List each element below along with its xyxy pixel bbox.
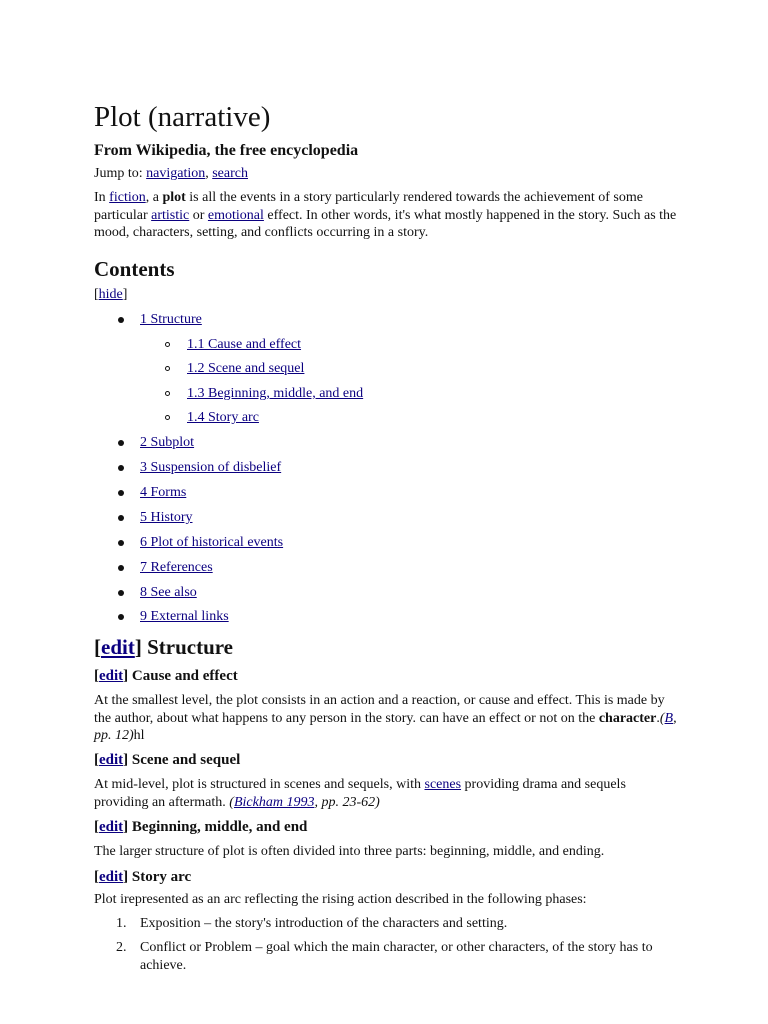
jump-separator: ,: [205, 166, 213, 181]
jump-to-label: Jump to:: [94, 166, 147, 181]
circle-bullet-icon: [165, 342, 170, 347]
toc-item-story-arc[interactable]: 1.4 Story arc: [187, 410, 259, 425]
section-heading-structure: [94, 634, 233, 660]
bullet-icon: [118, 565, 124, 571]
bracket: ]: [122, 287, 128, 302]
section-heading-beginning: [94, 817, 307, 837]
bracket: ]: [123, 869, 129, 885]
plot-bold: plot: [162, 190, 186, 205]
bracket: ]: [123, 752, 129, 768]
bracket: [: [94, 635, 101, 659]
intro-text: , a: [145, 190, 163, 205]
page-subtitle: From Wikipedia, the free encyclopedia: [94, 142, 359, 159]
toc-item-suspension[interactable]: 3 Suspension of disbelief: [140, 460, 282, 475]
list-number: 2.: [116, 940, 127, 955]
cause-effect-paragraph: [94, 692, 679, 745]
toc-item-history[interactable]: 5 History: [140, 510, 193, 525]
section-heading-story-arc: [94, 867, 191, 887]
citation-link[interactable]: B: [664, 710, 674, 726]
edit-link[interactable]: edit: [99, 752, 124, 768]
toc-item-subplot[interactable]: 2 Subplot: [140, 435, 195, 450]
bullet-icon: [118, 440, 124, 446]
bullet-icon: [118, 540, 124, 546]
intro-text: or: [189, 207, 208, 223]
edit-link[interactable]: edit: [99, 869, 124, 885]
list-item: Exposition – the story's introduction of the characters and setting.: [140, 916, 508, 931]
fiction-link[interactable]: fiction: [109, 190, 146, 205]
citation: [229, 795, 379, 810]
paragraph-text: hl: [133, 728, 145, 743]
circle-bullet-icon: [165, 415, 170, 420]
edit-link[interactable]: edit: [99, 668, 124, 684]
heading-text: Scene and sequel: [131, 752, 241, 768]
artistic-link[interactable]: artistic: [151, 207, 190, 223]
circle-bullet-icon: [165, 366, 170, 371]
section-heading-scene-sequel: [94, 750, 240, 770]
toc-item-beginning[interactable]: 1.3 Beginning, middle, and end: [187, 386, 364, 401]
bracket: ]: [123, 819, 129, 835]
bullet-icon: [118, 515, 124, 521]
bullet-icon: [118, 614, 124, 620]
intro-paragraph: [94, 189, 679, 242]
paragraph-text: At the smallest level, the plot consists in an action and a reaction, or cause and effect. This is made by the author, about what happens to any person in the story. can have an effect or not on the: [94, 693, 665, 726]
list-item: Conflict or Problem – goal which the main character, or other characters, of the story has to achieve.: [140, 940, 653, 973]
bracket: [: [94, 668, 99, 684]
heading-text: Structure: [147, 635, 234, 659]
intro-text: In: [94, 190, 110, 205]
heading-text: Cause and effect: [131, 668, 238, 684]
paragraph-text: At mid-level, plot is structured in scenes and sequels, with: [94, 777, 425, 792]
toc-item-structure[interactable]: 1 Structure: [140, 312, 202, 327]
story-arc-paragraph: Plot irepresented as an arc reflecting the rising action described in the following phases:: [94, 892, 587, 907]
citation-link[interactable]: Bickham 1993: [233, 794, 315, 810]
toc-hide-toggle: [94, 286, 127, 304]
bracket: ]: [134, 635, 142, 659]
paragraph-text: .: [656, 710, 660, 726]
intro-text: is all the events in a story particularly rendered towards the achievement of some particular: [94, 190, 643, 223]
scenes-link[interactable]: scenes: [424, 777, 462, 792]
scene-sequel-paragraph: [94, 776, 679, 811]
cite-text: (: [659, 710, 665, 726]
bracket: ]: [123, 668, 129, 684]
section-heading-cause-effect: [94, 666, 238, 686]
cite-text: (: [229, 794, 234, 810]
cite-text: , pp. 23-62): [314, 794, 380, 810]
toc-item-forms[interactable]: 4 Forms: [140, 485, 187, 500]
page-title: Plot (narrative): [94, 101, 271, 133]
edit-link[interactable]: edit: [99, 819, 124, 835]
toc-item-cause-effect[interactable]: 1.1 Cause and effect: [187, 337, 302, 352]
bullet-icon: [118, 590, 124, 596]
paragraph-text: providing drama and sequels providing an aftermath.: [94, 777, 626, 810]
toc-item-external-links[interactable]: 9 External links: [140, 609, 229, 624]
toc-item-scene-sequel[interactable]: 1.2 Scene and sequel: [187, 361, 305, 376]
toc-item-see-also[interactable]: 8 See also: [140, 585, 197, 600]
list-number: 1.: [116, 916, 127, 931]
bracket: [: [94, 819, 99, 835]
toc-hide-link[interactable]: hide: [98, 287, 123, 302]
heading-text: Story arc: [131, 869, 192, 885]
cite-text: , pp. 12): [94, 710, 677, 743]
edit-link[interactable]: edit: [101, 635, 135, 659]
character-bold: character: [598, 710, 657, 726]
jump-navigation-link[interactable]: navigation: [146, 166, 206, 181]
toc-heading: Contents: [94, 257, 175, 281]
toc-item-historical-events[interactable]: 6 Plot of historical events: [140, 535, 284, 550]
jump-search-link[interactable]: search: [212, 166, 248, 181]
bullet-icon: [118, 465, 124, 471]
bracket: [: [94, 869, 99, 885]
circle-bullet-icon: [165, 391, 170, 396]
intro-text: effect. In other words, it's what mostly happened in the story. Such as the mood, characters, setting, and conflicts occurring in a story.: [94, 207, 677, 240]
toc-item-references[interactable]: 7 References: [140, 560, 213, 575]
emotional-link[interactable]: emotional: [207, 207, 264, 223]
beginning-paragraph: The larger structure of plot is often divided into three parts: beginning, middle, and ending.: [94, 844, 605, 859]
bullet-icon: [118, 317, 124, 323]
heading-text: Beginning, middle, and end: [131, 819, 308, 835]
jump-to: [94, 165, 248, 183]
bracket: [: [94, 752, 99, 768]
bracket: [: [94, 287, 99, 302]
bullet-icon: [118, 490, 124, 496]
